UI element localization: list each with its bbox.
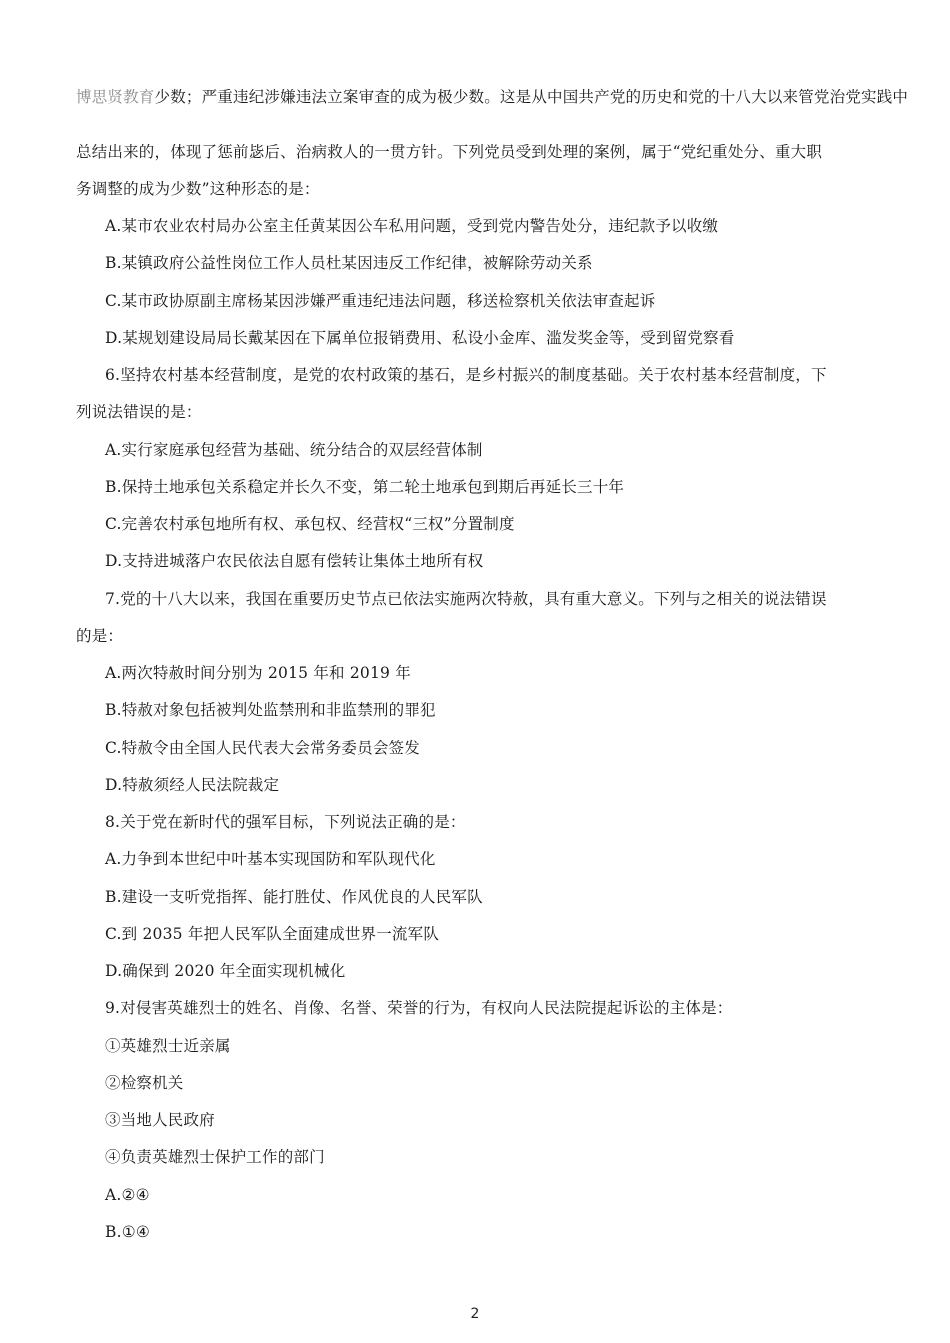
q9-item-4: ④负责英雄烈士保护工作的部门 (105, 1148, 325, 1166)
q5-option-b: B.某镇政府公益性岗位工作人员杜某因违反工作纪律，被解除劳动关系 (105, 254, 593, 272)
q7-option-d: D.特赦须经人民法院裁定 (105, 776, 280, 794)
q5-continuation-2: 务调整的成为少数”这种形态的是： (76, 180, 320, 198)
q6-stem-2: 列说法错误的是： (76, 403, 202, 421)
q7-stem-2: 的是： (76, 627, 124, 645)
q6-option-d: D.支持进城落户农民依法自愿有偿转让集体土地所有权 (105, 552, 484, 570)
header-text: 少数；严重违纪涉嫌违法立案审查的成为极少数。这是从中国共产党的历史和党的十八大以来管党治党实践中 (154, 88, 909, 106)
q8-option-a: A.力争到本世纪中叶基本实现国防和军队现代化 (105, 850, 436, 868)
q7-option-b: B.特赦对象包括被判处监禁刑和非监禁刑的罪犯 (105, 701, 436, 719)
q9-item-1: ①英雄烈士近亲属 (105, 1037, 231, 1055)
q8-stem: 8.关于党在新时代的强军目标，下列说法正确的是： (105, 813, 466, 831)
q6-option-b: B.保持土地承包关系稳定并长久不变，第二轮土地承包到期后再延长三十年 (105, 478, 625, 496)
q7-option-a: A.两次特赦时间分别为 2015 年和 2019 年 (105, 664, 411, 682)
q9-item-2: ②检察机关 (105, 1074, 184, 1092)
q9-option-b: B.①④ (105, 1223, 150, 1241)
header-paragraph (76, 88, 936, 106)
page-number: 2 (470, 1306, 480, 1322)
q7-stem-1: 7.党的十八大以来，我国在重要历史节点已依法实施两次特赦，具有重大意义。下列与之相关的说法错误 (105, 590, 827, 608)
q5-option-d: D.某规划建设局局长戴某因在下属单位报销费用、私设小金库、滥发奖金等，受到留党察看 (105, 329, 735, 347)
q5-continuation-1: 总结出来的，体现了惩前毖后、治病救人的一贯方针。下列党员受到处理的案例，属于“党纪重处分、重大职 (76, 143, 823, 161)
q9-item-3: ③当地人民政府 (105, 1111, 215, 1129)
q7-option-c: C.特赦令由全国人民代表大会常务委员会签发 (105, 739, 420, 757)
q9-stem: 9.对侵害英雄烈士的姓名、肖像、名誉、荣誉的行为，有权向人民法院提起诉讼的主体是： (105, 999, 733, 1017)
brand-watermark: 博思贤教育 (76, 88, 155, 106)
q6-stem-1: 6.坚持农村基本经营制度，是党的农村政策的基石，是乡村振兴的制度基础。关于农村基本经营制度，下 (105, 366, 827, 384)
q6-option-c: C.完善农村承包地所有权、承包权、经营权“三权”分置制度 (105, 515, 515, 533)
q9-option-a: A.②④ (105, 1186, 150, 1204)
q5-option-a: A.某市农业农村局办公室主任黄某因公车私用问题，受到党内警告处分，违纪款予以收缴 (105, 217, 719, 235)
q8-option-c: C.到 2035 年把人民军队全面建成世界一流军队 (105, 925, 440, 943)
q8-option-d: D.确保到 2020 年全面实现机械化 (105, 962, 346, 980)
q5-option-c: C.某市政协原副主席杨某因涉嫌严重违纪违法问题，移送检察机关依法审查起诉 (105, 292, 656, 310)
q6-option-a: A.实行家庭承包经营为基础、统分结合的双层经营体制 (105, 441, 483, 459)
q8-option-b: B.建设一支听党指挥、能打胜仗、作风优良的人民军队 (105, 888, 483, 906)
